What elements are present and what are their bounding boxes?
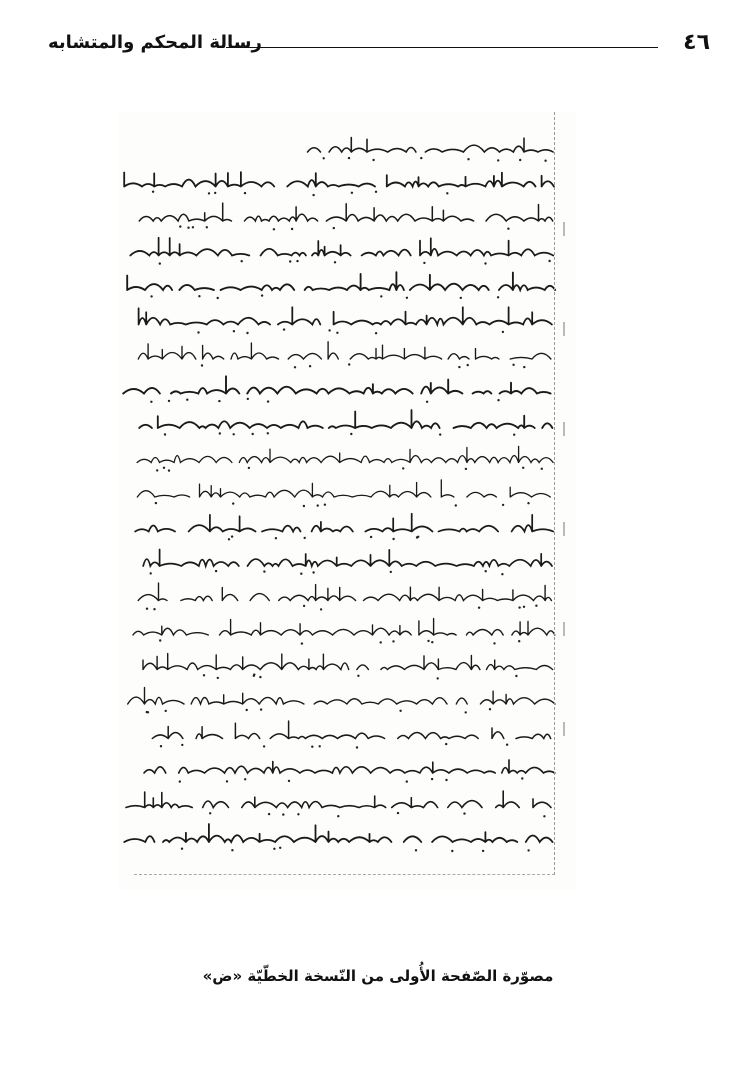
- manuscript-frame: [134, 112, 555, 875]
- page-header: [48, 30, 710, 62]
- book-title: رسالة المحكم والمتشابه: [48, 32, 262, 53]
- page-number: ٤٦: [683, 30, 710, 55]
- figure-caption: مصوّرة الصّفحة الأُولى من النّسخة الخطّيّة «ض»: [202, 967, 554, 985]
- header-rule: [226, 47, 658, 48]
- manuscript-image: [118, 112, 576, 890]
